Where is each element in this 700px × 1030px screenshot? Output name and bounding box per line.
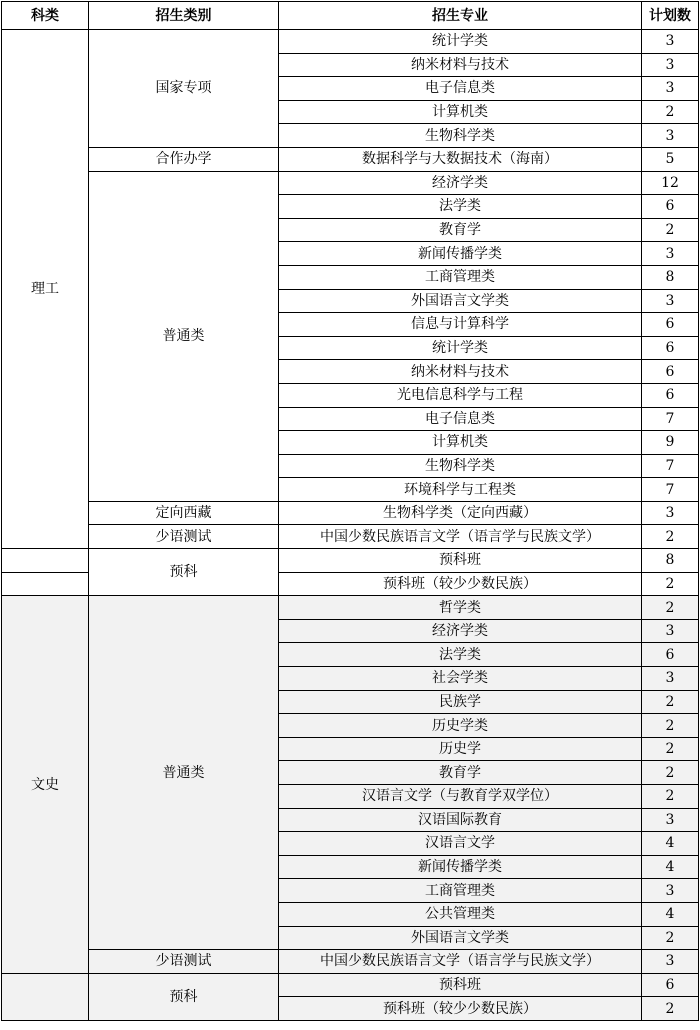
major-cell: 统计学类 bbox=[279, 30, 642, 54]
count-cell: 2 bbox=[642, 737, 699, 761]
table-row bbox=[2, 147, 699, 171]
major-cell: 预科班（较少少数民族） bbox=[279, 997, 642, 1021]
count-cell: 4 bbox=[642, 902, 699, 926]
count-cell: 2 bbox=[642, 100, 699, 124]
count-cell: 2 bbox=[642, 525, 699, 549]
category-cell: 少语测试 bbox=[89, 950, 279, 974]
table-row bbox=[2, 525, 699, 549]
major-cell: 外国语言文学类 bbox=[279, 289, 642, 313]
major-cell: 汉语国际教育 bbox=[279, 808, 642, 832]
header-subject: 科类 bbox=[2, 2, 89, 30]
major-cell: 民族学 bbox=[279, 690, 642, 714]
category-cell: 普通类 bbox=[89, 596, 279, 950]
category-cell: 预科 bbox=[89, 973, 279, 1020]
major-cell: 经济学类 bbox=[279, 619, 642, 643]
category-cell: 普通类 bbox=[89, 171, 279, 501]
category-cell: 国家专项 bbox=[89, 30, 279, 148]
major-cell: 教育学 bbox=[279, 218, 642, 242]
table-row bbox=[2, 973, 699, 997]
header-row bbox=[2, 2, 699, 30]
major-cell: 新闻传播学类 bbox=[279, 855, 642, 879]
category-cell: 合作办学 bbox=[89, 147, 279, 171]
count-cell: 2 bbox=[642, 596, 699, 620]
count-cell: 6 bbox=[642, 313, 699, 337]
count-cell: 3 bbox=[642, 950, 699, 974]
major-cell: 纳米材料与技术 bbox=[279, 360, 642, 384]
count-cell: 3 bbox=[642, 879, 699, 903]
major-cell: 计算机类 bbox=[279, 431, 642, 455]
count-cell: 2 bbox=[642, 997, 699, 1021]
count-cell: 7 bbox=[642, 407, 699, 431]
count-cell: 3 bbox=[642, 619, 699, 643]
major-cell: 生物科学类（定向西藏） bbox=[279, 501, 642, 525]
count-cell: 9 bbox=[642, 431, 699, 455]
major-cell: 生物科学类 bbox=[279, 124, 642, 148]
count-cell: 4 bbox=[642, 832, 699, 856]
major-cell: 预科班（较少少数民族） bbox=[279, 572, 642, 596]
count-cell: 2 bbox=[642, 690, 699, 714]
count-cell: 2 bbox=[642, 572, 699, 596]
major-cell: 哲学类 bbox=[279, 596, 642, 620]
major-cell: 法学类 bbox=[279, 195, 642, 219]
count-cell: 3 bbox=[642, 289, 699, 313]
table-row bbox=[2, 950, 699, 974]
major-cell: 新闻传播学类 bbox=[279, 242, 642, 266]
major-cell: 统计学类 bbox=[279, 336, 642, 360]
subject-cell: 文史 bbox=[2, 596, 89, 974]
count-cell: 2 bbox=[642, 761, 699, 785]
subject-cell: 理工 bbox=[2, 30, 89, 549]
count-cell: 3 bbox=[642, 124, 699, 148]
count-cell: 12 bbox=[642, 171, 699, 195]
major-cell: 历史学类 bbox=[279, 714, 642, 738]
header-major: 招生专业 bbox=[279, 2, 642, 30]
table-row bbox=[2, 30, 699, 54]
category-cell: 预科 bbox=[89, 549, 279, 596]
table-row bbox=[2, 171, 699, 195]
table-row bbox=[2, 501, 699, 525]
major-cell: 电子信息类 bbox=[279, 407, 642, 431]
major-cell: 中国少数民族语言文学（语言学与民族文学） bbox=[279, 950, 642, 974]
count-cell: 2 bbox=[642, 714, 699, 738]
major-cell: 中国少数民族语言文学（语言学与民族文学） bbox=[279, 525, 642, 549]
count-cell: 3 bbox=[642, 77, 699, 101]
count-cell: 3 bbox=[642, 242, 699, 266]
count-cell: 2 bbox=[642, 785, 699, 809]
table-row bbox=[2, 549, 699, 573]
count-cell: 2 bbox=[642, 218, 699, 242]
count-cell: 8 bbox=[642, 549, 699, 573]
count-cell: 8 bbox=[642, 265, 699, 289]
count-cell: 3 bbox=[642, 501, 699, 525]
count-cell: 5 bbox=[642, 147, 699, 171]
major-cell: 历史学 bbox=[279, 737, 642, 761]
category-cell: 定向西藏 bbox=[89, 501, 279, 525]
major-cell: 工商管理类 bbox=[279, 265, 642, 289]
subject-cell bbox=[2, 973, 89, 1020]
major-cell: 工商管理类 bbox=[279, 879, 642, 903]
major-cell: 公共管理类 bbox=[279, 902, 642, 926]
admission-plan-table bbox=[1, 1, 699, 1021]
count-cell: 6 bbox=[642, 360, 699, 384]
major-cell: 纳米材料与技术 bbox=[279, 53, 642, 77]
count-cell: 4 bbox=[642, 855, 699, 879]
major-cell: 经济学类 bbox=[279, 171, 642, 195]
header-category: 招生类别 bbox=[89, 2, 279, 30]
count-cell: 7 bbox=[642, 478, 699, 502]
subject-cell-empty bbox=[2, 572, 89, 596]
major-cell: 预科班 bbox=[279, 549, 642, 573]
major-cell: 外国语言文学类 bbox=[279, 926, 642, 950]
table-row bbox=[2, 596, 699, 620]
count-cell: 3 bbox=[642, 30, 699, 54]
count-cell: 3 bbox=[642, 53, 699, 77]
major-cell: 汉语言文学 bbox=[279, 832, 642, 856]
count-cell: 6 bbox=[642, 973, 699, 997]
major-cell: 汉语言文学（与教育学双学位） bbox=[279, 785, 642, 809]
count-cell: 6 bbox=[642, 195, 699, 219]
subject-cell-empty bbox=[2, 549, 89, 573]
count-cell: 6 bbox=[642, 336, 699, 360]
major-cell: 电子信息类 bbox=[279, 77, 642, 101]
major-cell: 环境科学与工程类 bbox=[279, 478, 642, 502]
major-cell: 生物科学类 bbox=[279, 454, 642, 478]
major-cell: 法学类 bbox=[279, 643, 642, 667]
major-cell: 信息与计算科学 bbox=[279, 313, 642, 337]
major-cell: 教育学 bbox=[279, 761, 642, 785]
major-cell: 社会学类 bbox=[279, 667, 642, 691]
count-cell: 3 bbox=[642, 808, 699, 832]
header-count: 计划数 bbox=[642, 2, 699, 30]
count-cell: 3 bbox=[642, 667, 699, 691]
count-cell: 6 bbox=[642, 643, 699, 667]
count-cell: 2 bbox=[642, 926, 699, 950]
major-cell: 光电信息科学与工程 bbox=[279, 383, 642, 407]
major-cell: 计算机类 bbox=[279, 100, 642, 124]
category-cell: 少语测试 bbox=[89, 525, 279, 549]
count-cell: 7 bbox=[642, 454, 699, 478]
major-cell: 数据科学与大数据技术（海南） bbox=[279, 147, 642, 171]
major-cell: 预科班 bbox=[279, 973, 642, 997]
count-cell: 6 bbox=[642, 383, 699, 407]
